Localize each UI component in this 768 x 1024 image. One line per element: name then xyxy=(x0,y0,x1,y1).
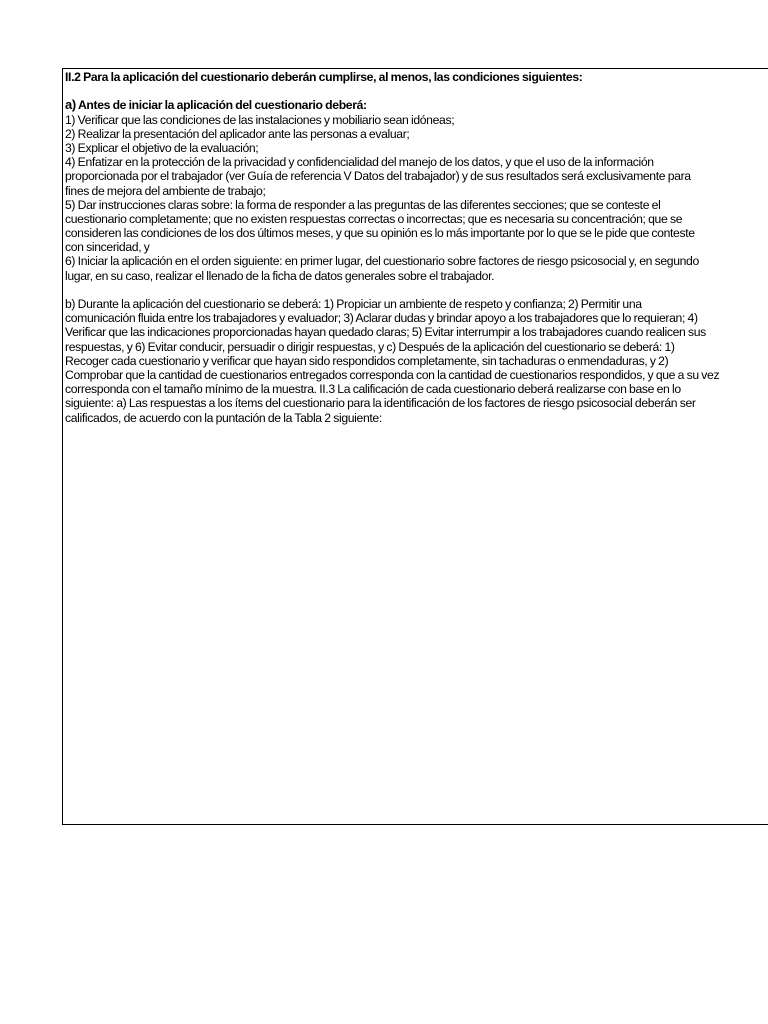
section-a-line: 3) Explicar el objetivo de la evaluación; xyxy=(65,140,259,155)
section-a-line: proporcionada por el trabajador (ver Guía de referencia V Datos del trabajador) y de sus resultados será exclusivamente para xyxy=(65,169,691,184)
section-a-line: lugar, en su caso, realizar el llenado de la ficha de datos generales sobre el trabajador. xyxy=(65,268,495,283)
section-b-line: comunicación fluida entre los trabajadores y evaluador; 3) Aclarar dudas y brindar apoyo a los trabajadores que lo requieran; 4) xyxy=(65,311,698,326)
section-a-line: consideren las condiciones de los dos últimos meses, y que su opinión es lo más importante por lo que se le pide que conteste xyxy=(65,226,695,241)
section-a-title: Antes de iniciar la aplicación del cuestionario deberá: xyxy=(75,98,367,113)
section-b-line: Recoger cada cuestionario y verificar que hayan sido respondidos completamente, sin tachaduras o enmendaduras, y 2) xyxy=(65,353,669,368)
section-a-line: 4) Enfatizar en la protección de la privacidad y confidencialidad del manejo de los datos, y que el uso de la información xyxy=(65,155,654,170)
section-b-line: siguiente: a) Las respuestas a los ítems del cuestionario para la identificación de los factores de riesgo psicosocial deberán ser xyxy=(65,396,696,411)
section-a-line: cuestionario completamente; que no existen respuestas correctas o incorrectas; que es necesaria su concentración; que se xyxy=(65,211,683,226)
document-text xyxy=(65,70,768,425)
section-a-marker: a) xyxy=(65,97,76,113)
section-a-line: 1) Verificar que las condiciones de las instalaciones y mobiliario sean idóneas; xyxy=(65,112,455,127)
section-b-line: corresponda con el tamaño mínimo de la muestra. II.3 La calificación de cada cuestionario deberá realizarse con base en lo xyxy=(65,382,681,397)
section-heading: II.2 Para la aplicación del cuestionario deberán cumplirse, al menos, las condiciones siguientes: xyxy=(65,70,583,84)
section-b-line: b) Durante la aplicación del cuestionario se deberá: 1) Propiciar un ambiente de respeto y confianza; 2) Permitir una xyxy=(65,297,642,311)
section-b-line: Verificar que las indicaciones proporcionadas hayan quedado claras; 5) Evitar interrumpir a los trabajadores cuando realicen sus xyxy=(65,325,706,340)
section-a-line: con sinceridad, y xyxy=(65,240,150,255)
spacer xyxy=(65,84,768,98)
section-a-title-line xyxy=(65,98,768,112)
section-a-line: 2) Realizar la presentación del aplicador ante las personas a evaluar; xyxy=(65,126,410,141)
section-b-line: Comprobar que la cantidad de cuestionarios entregados corresponda con la cantidad de cuestionarios respondidos, y que a su vez xyxy=(65,367,720,382)
spacer xyxy=(65,283,768,297)
section-a-line: 6) Iniciar la aplicación en el orden siguiente: en primer lugar, del cuestionario sobre factores de riesgo psicosocial y, en segundo xyxy=(65,254,699,269)
section-b-line: respuestas, y 6) Evitar conducir, persuadir o dirigir respuestas, y c) Después de la aplicación del cuestionario se deberá: 1) xyxy=(65,339,675,354)
section-b-line: calificados, de acuerdo con la puntación de la Tabla 2 siguiente: xyxy=(65,410,382,425)
section-a-line: 5) Dar instrucciones claras sobre: la forma de responder a las preguntas de las diferentes secciones; que se conteste el xyxy=(65,197,661,212)
section-a-line: fines de mejora del ambiente de trabajo; xyxy=(65,183,266,198)
document-cell xyxy=(62,68,768,825)
